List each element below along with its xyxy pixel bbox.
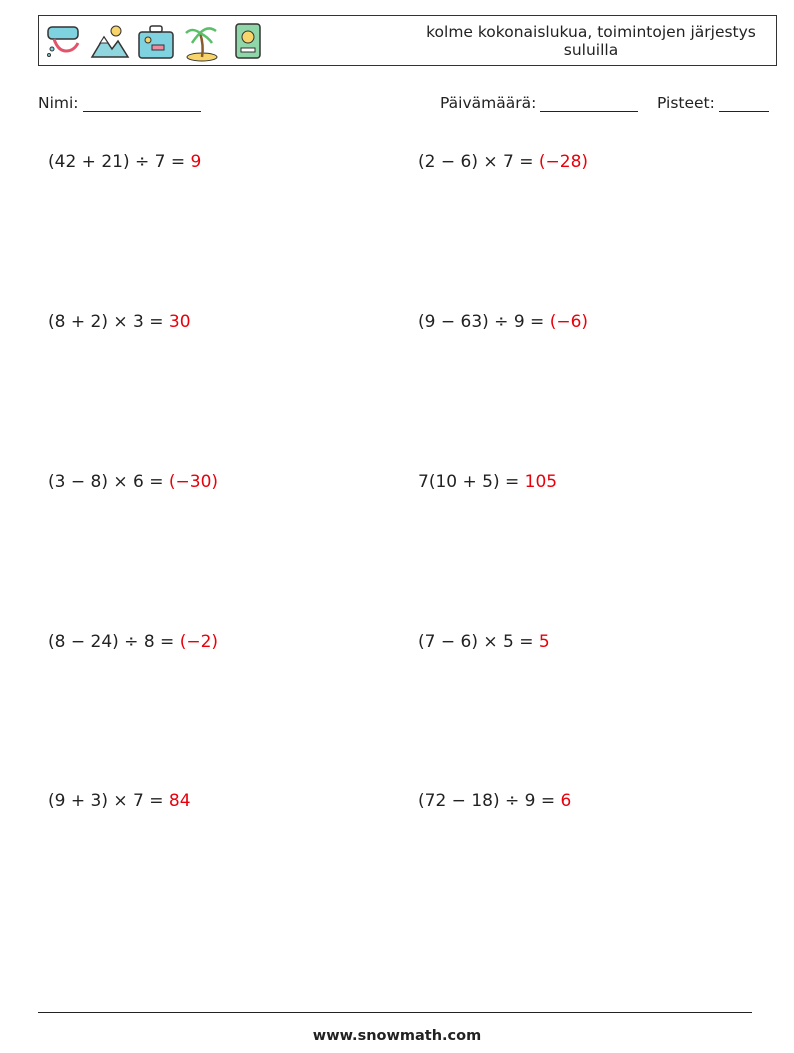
problem-answer: 5 — [538, 632, 550, 652]
problem-expression: (72 − 18) ÷ 9 = — [418, 791, 561, 811]
problem-2 — [418, 152, 588, 172]
problem-expression: (9 + 3) × 7 = — [48, 791, 169, 811]
problem-answer: 30 — [168, 312, 191, 332]
score-label: Pisteet: — [657, 94, 715, 112]
problem-9 — [48, 791, 191, 811]
palm-tree-island-icon — [182, 21, 222, 63]
problem-3 — [48, 312, 191, 332]
name-line[interactable] — [83, 95, 201, 112]
problem-4 — [418, 312, 588, 332]
problem-5 — [48, 472, 218, 492]
problem-1 — [48, 152, 201, 172]
problem-expression: 7(10 + 5) = — [418, 472, 525, 492]
date-field — [440, 94, 638, 112]
problem-answer: 9 — [190, 152, 202, 172]
worksheet-title: kolme kokonaislukua, toimintojen järjestys suluilla — [426, 23, 756, 59]
problem-expression: (8 + 2) × 3 = — [48, 312, 169, 332]
problem-answer: (−30) — [168, 472, 219, 492]
problem-expression: (42 + 21) ÷ 7 = — [48, 152, 191, 172]
problem-answer: 6 — [560, 791, 572, 811]
suitcase-icon — [136, 21, 176, 63]
footer-url[interactable]: www.snowmath.com — [312, 1028, 482, 1044]
problem-answer: (−2) — [179, 632, 219, 652]
problem-answer: 105 — [524, 472, 558, 492]
mountain-sun-icon — [90, 21, 130, 63]
worksheet-header — [38, 15, 777, 66]
footer-divider — [38, 1012, 752, 1013]
problem-8 — [418, 632, 550, 652]
date-line[interactable] — [540, 95, 638, 112]
passport-icon — [228, 21, 268, 63]
problem-7 — [48, 632, 218, 652]
problem-expression: (2 − 6) × 7 = — [418, 152, 539, 172]
problem-answer: (−28) — [538, 152, 589, 172]
problem-expression: (8 − 24) ÷ 8 = — [48, 632, 180, 652]
header-icons — [44, 21, 268, 63]
score-line[interactable] — [719, 95, 769, 112]
name-field — [38, 94, 201, 112]
problem-expression: (7 − 6) × 5 = — [418, 632, 539, 652]
problem-10 — [418, 791, 571, 811]
name-label: Nimi: — [38, 94, 79, 112]
problem-answer: (−6) — [549, 312, 589, 332]
snorkel-mask-icon — [44, 21, 84, 63]
problem-expression: (9 − 63) ÷ 9 = — [418, 312, 550, 332]
problem-answer: 84 — [168, 791, 191, 811]
score-field — [657, 94, 769, 112]
problem-6 — [418, 472, 557, 492]
date-label: Päivämäärä: — [440, 94, 537, 112]
problem-expression: (3 − 8) × 6 = — [48, 472, 169, 492]
